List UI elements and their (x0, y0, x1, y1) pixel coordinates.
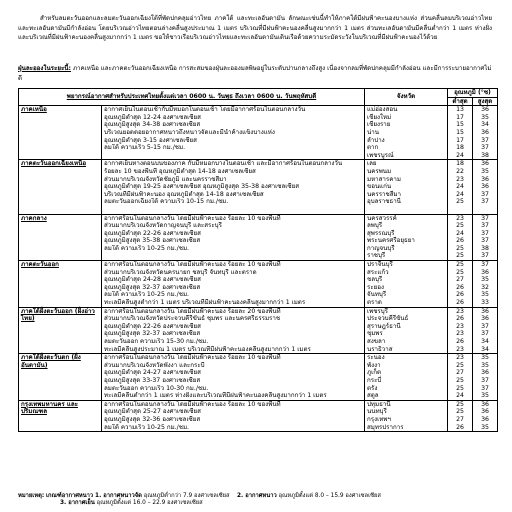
province-name-cell (365, 354, 448, 401)
region-row (19, 400, 498, 431)
temp-max: 37 (481, 322, 489, 330)
detail-line: ทะเลมีคลื่นต่ำกว่า 1 เมตร ห่างฝั่งและบริเวณที่มีฝนฟ้าคะนองคลื่นสูงมากกว่า 1 เมตร (104, 392, 327, 400)
province-name: กรุงเทพฯ (367, 415, 391, 423)
temp-min: 26 (456, 283, 464, 291)
notes-criteria: เกณฑ์อากาศหนาว (46, 493, 94, 499)
detail-line: อุณหภูมิสูงสุด 32-37 องศาเซลเซียส (104, 330, 201, 338)
temp-min: 13 (456, 106, 464, 114)
note-1-text: อุณหภูมิต่ำกว่า 7.9 องศาเซลเซียส (143, 493, 230, 499)
province-name: สงขลา (367, 338, 386, 345)
temp-max: 36 (481, 307, 489, 315)
temp-max-cell (473, 160, 498, 214)
temp-min: 25 (456, 376, 464, 384)
temp-max: 37 (481, 229, 489, 237)
province-name: ประจวบคีรีขันธ์ (367, 315, 409, 323)
forecast-table (18, 88, 498, 432)
detail-line: ลมตะวันออกเฉียงใต้ ความเร็ว 10-15 กม./ชม. (104, 198, 229, 206)
temp-min: 26 (456, 423, 464, 431)
region-details (102, 354, 365, 401)
dust-advice-text: ภาคเหนือ และภาคตะวันออกเฉียงเหนือ การสะสมของฝุ่นละอองมลพิษอยู่ในระดับปานกลางถึงสูง เนื่องจากลมที่พัดปกคลุมมีกำลังอ่อน และมีการระบายอากาศไม่ดี (18, 65, 492, 82)
detail-line: อุณหภูมิสูงสุด 32-36 องศาเซลเซียส (104, 415, 201, 423)
province-name: ตาก (367, 144, 379, 152)
province-name: มหาสารคาม (367, 175, 401, 183)
detail-line: ส่วนมากบริเวณจังหวัดประจวบคีรีขันธ์ ชุมพร และนครศรีธรรมราช (104, 315, 281, 323)
dust-advice (18, 64, 492, 83)
region-row (19, 307, 498, 354)
temp-max: 37 (481, 384, 489, 392)
province-name-cell (365, 106, 448, 160)
province-name: เชียงราย (367, 121, 391, 129)
region-row (19, 106, 498, 160)
detail-line: อุณหภูมิสูงสุด 33-37 องศาเซลเซียส (104, 376, 201, 384)
region-row (19, 160, 498, 214)
province-name-cell (365, 160, 448, 214)
detail-line: อุณหภูมิต่ำสุด 24-28 องศาเซลเซียส (104, 276, 201, 284)
province-name: ปราจีนบุรี (367, 261, 393, 269)
temp-min: 25 (456, 361, 464, 369)
detail-line (104, 152, 362, 160)
temp-max: 36 (481, 408, 489, 416)
province-name: สระแก้ว (367, 268, 389, 276)
temp-min-cell (448, 160, 473, 214)
temp-max: 38 (481, 244, 489, 252)
region-name-cell (19, 261, 102, 308)
detail-line: อากาศร้อนในตอนกลางวัน โดยมีฝนฟ้าคะนอง ร้อยละ 10 ของพื้นที่ (104, 214, 281, 222)
detail-line: อากาศเย็นในตอนเช้ากับมีหมอกในตอนเช้า โดยมีอากาศร้อนในตอนกลางวัน (104, 106, 306, 114)
region-row (19, 214, 498, 261)
temp-min: 17 (456, 136, 464, 144)
temp-max: 37 (481, 330, 489, 338)
region-details (102, 214, 365, 261)
temp-max: 35 (481, 354, 489, 362)
temp-min: 22 (456, 167, 464, 175)
province-name (367, 206, 445, 214)
detail-line: ส่วนมากบริเวณจังหวัดพังงา และกระบี่ (104, 361, 205, 369)
detail-line: อุณหภูมิต่ำสุด 19-25 องศาเซลเซียส อุณหภูมิสูงสุด 35-38 องศาเซลเซียส (104, 183, 299, 191)
province-name-cell (365, 261, 448, 308)
province-name: สุราษฎร์ธานี (367, 322, 401, 330)
detail-line: ส่วนมากบริเวณจังหวัดกาญจนบุรี และสระบุรี (104, 222, 222, 230)
table-header-forecast: พยากรณ์อากาศสำหรับประเทศไทยตั้งแต่เวลา 0600 น. วันพุธ ถึงเวลา 0600 น. วันพฤหัสบดี (19, 89, 365, 106)
note-3-label: 3. อากาศเย็น (60, 500, 95, 507)
temp-max: 32 (481, 283, 489, 291)
temp-min: 23 (456, 322, 464, 330)
province-name: ราชบุรี (367, 252, 386, 260)
temp-min: 25 (456, 400, 464, 408)
province-name: นครราชสีมา (367, 190, 402, 198)
region-name: ภาคกลาง (21, 214, 47, 222)
detail-line: อุณหภูมิต่ำสุด 12-24 องศาเซลเซียส (104, 113, 201, 121)
detail-line: ลมตะวันออก ความเร็ว 15-30 กม./ชม. (104, 338, 209, 345)
region-details (102, 307, 365, 354)
temp-max: 37 (481, 376, 489, 384)
table-header-max: สูงสุด (473, 97, 498, 106)
province-name: ลำปาง (367, 136, 385, 144)
detail-line (104, 206, 362, 214)
province-name-cell (365, 214, 448, 261)
temp-min: 27 (456, 369, 464, 377)
temp-max: 37 (481, 136, 489, 144)
temp-max-cell (473, 261, 498, 308)
region-details (102, 400, 365, 431)
temp-max: 37 (481, 252, 489, 260)
note-1-label: 1. อากาศหนาวจัด (95, 493, 142, 499)
province-name: เชียงใหม่ (367, 113, 392, 121)
temp-min: 24 (456, 190, 464, 198)
temp-max: 37 (481, 214, 489, 222)
detail-line (104, 252, 362, 260)
temp-max: 35 (481, 291, 489, 299)
temp-min-cell (448, 214, 473, 261)
detail-line: ทะเลมีคลื่นสูงต่ำกว่า 1 เมตร บริเวณที่มีฝนฟ้าคะนองคลื่นสูงมากกว่า 1 เมตร (104, 299, 306, 307)
province-name: ชลบุรี (367, 276, 383, 284)
temp-max: 36 (481, 128, 489, 136)
detail-line: อุณหภูมิสูงสุด 34-38 องศาเซลเซียส (104, 121, 201, 129)
temp-max-cell (473, 307, 498, 354)
temp-max: 35 (481, 392, 489, 400)
detail-line: อุณหภูมิสูงสุด 32-37 องศาเซลเซียส (104, 283, 201, 291)
temp-max: 37 (481, 237, 489, 245)
temp-max: 35 (481, 113, 489, 121)
province-name: ตรัง (367, 384, 378, 392)
temp-min: 23 (456, 354, 464, 362)
temp-max: 37 (481, 190, 489, 198)
temp-min: 25 (456, 252, 464, 260)
temp-max: 35 (481, 361, 489, 369)
province-name: พระนครศรีอยุธยา (367, 237, 415, 245)
region-row (19, 261, 498, 308)
temp-max-cell (473, 106, 498, 160)
temp-min: 26 (456, 315, 464, 323)
temp-min: 23 (456, 330, 464, 338)
temp-min: 27 (456, 415, 464, 423)
temp-min: 23 (456, 175, 464, 183)
detail-line: อุณหภูมิต่ำสุด 25-27 องศาเซลเซียส (104, 408, 201, 416)
temp-max: 37 (481, 222, 489, 230)
table-header-province: จังหวัด (365, 89, 448, 106)
note-2-text: อุณหภูมิตั้งแต่ 8.0 – 15.9 องศาเซลเซียส (278, 493, 381, 499)
province-name-cell (365, 400, 448, 431)
province-name: ระนอง (367, 354, 385, 362)
temp-max: 36 (481, 175, 489, 183)
detail-line: อุณหภูมิต่ำสุด 24-27 องศาเซลเซียส (104, 369, 201, 377)
region-row (19, 354, 498, 401)
temp-min-cell (448, 307, 473, 354)
temp-min: 26 (456, 237, 464, 245)
note-2-label: 2. อากาศหนาว (236, 493, 277, 499)
temp-min: 25 (456, 198, 464, 206)
detail-line: อากาศร้อนในตอนกลางวัน โดยมีฝนฟ้าคะนอง ร้อยละ 20 ของพื้นที่ (104, 307, 281, 315)
temp-max: 36 (481, 160, 489, 168)
province-name: สมุทรปราการ (367, 423, 404, 431)
temp-max: 36 (481, 106, 489, 114)
temp-min-cell (448, 261, 473, 308)
detail-line: ลมใต้ ความเร็ว 10-25 กม./ชม. (104, 244, 189, 252)
temp-max: 36 (481, 315, 489, 323)
detail-line: ทะเลมีคลื่นสูงประมาณ 1 เมตร บริเวณที่มีฝนฟ้าคะนองคลื่นสูงมากกว่า 1 เมตร (104, 345, 311, 353)
temp-min: 15 (456, 128, 464, 136)
temp-min: 25 (456, 384, 464, 392)
temp-max-cell (473, 354, 498, 401)
region-name: ภาคตะวันออกเฉียงเหนือ (21, 160, 87, 168)
temp-min: 25 (456, 222, 464, 230)
province-name: เลย (367, 160, 377, 168)
temp-max: 35 (481, 167, 489, 175)
region-name: ภาคตะวันออก (21, 261, 59, 269)
detail-line: อากาศร้อนในตอนกลางวัน โดยมีฝนฟ้าคะนอง ร้อยละ 10 ของพื้นที่ (104, 400, 281, 408)
temp-min: 18 (456, 160, 464, 168)
detail-line: บริเวณที่มีฝนฟ้าคะนอง อุณหภูมิต่ำสุด 14-18 องศาเซลเซียส (104, 190, 264, 198)
detail-line: อุณหภูมิสูงสุด 35-38 องศาเซลเซียส (104, 237, 201, 245)
province-name: พังงา (367, 361, 381, 369)
notes (18, 493, 498, 508)
province-name: อุบลราชธานี (367, 198, 401, 206)
region-details (102, 261, 365, 308)
temp-min: 24 (456, 229, 464, 237)
temp-min-cell (448, 354, 473, 401)
temp-max: 36 (481, 400, 489, 408)
note-3-text: อุณหภูมิตั้งแต่ 16.0 – 22.9 องศาเซลเซียส (96, 500, 203, 507)
region-name-cell (19, 400, 102, 431)
province-name: ปทุมธานี (367, 400, 391, 408)
temp-min: 24 (456, 151, 464, 159)
province-name: นราธิวาส (367, 345, 393, 353)
temp-min: 24 (456, 183, 464, 191)
detail-line: ลมใต้ ความเร็ว 10-25 กม./ชม. (104, 291, 189, 299)
temp-min-cell (448, 400, 473, 431)
temp-max: 37 (481, 198, 489, 206)
detail-line: บริเวณยอดดอยอากาศหนาวถึงหนาวจัดและมีน้ำค้างแข็งบางแห่ง (104, 128, 275, 136)
notes-label: หมายเหตุ: (18, 493, 45, 499)
table-header-temperature: อุณหภูมิ (°ซ) (448, 89, 498, 98)
temp-max: 38 (481, 151, 489, 159)
temp-min: 25 (456, 261, 464, 269)
province-name: กาญจนบุรี (367, 244, 395, 252)
temp-max: 37 (481, 144, 489, 152)
detail-line: ร้อยละ 10 ของพื้นที่ อุณหภูมิต่ำสุด 14-18 องศาเซลเซียส (104, 167, 256, 175)
region-details (102, 160, 365, 214)
province-name: ระยอง (367, 283, 385, 291)
intro-paragraph: สำหรับลมตะวันออกและลมตะวันออกเฉียงใต้ที่พัดปกคลุมอ่าวไทย ภาคใต้ และทะเลอันดามัน ลักษณะเช่นนี้ทำให้ภาคใต้มีฝนฟ้าคะนองบางแห่ง ส่วนคลื่นลมบริเวณอ่าวไทยและทะเลอันดามันมีกำลังอ่อน โดยบริเวณอ่าวไทยตอนล่างคลื่นสูงประมาณ 1 เมตร บริเวณที่มีฝนฟ้าคะนองคลื่นสูงมากกว่า 1 เมตร ส่วนทะเลอันดามันมีคลื่นต่ำกว่า 1 เมตร ห่างฝั่งและบริเวณที่มีฝนฟ้าคะนองคลื่นสูงมากกว่า 1 เมตร ขอให้ชาวเรือบริเวณอ่าวไทยและทะเลอันดามันเดินเรือด้วยความระมัดระวังในบริเวณที่มีฝนฟ้าคะนองไว้ด้วย (18, 15, 492, 42)
temp-min: 23 (456, 345, 464, 353)
detail-line: อุณหภูมิต่ำสุด 22-26 องศาเซลเซียส (104, 229, 201, 237)
temp-max: 36 (481, 268, 489, 276)
province-name: นนทบุรี (367, 408, 387, 416)
province-name: สตูล (367, 392, 379, 400)
temp-max: 33 (481, 299, 489, 307)
temp-min: 25 (456, 244, 464, 252)
detail-line: อากาศร้อนในตอนกลางวัน โดยมีฝนฟ้าคะนอง ร้อยละ 10 ของพื้นที่ (104, 354, 281, 362)
province-name: ชุมพร (367, 330, 383, 338)
temp-max: 36 (481, 369, 489, 377)
temp-max: 34 (481, 345, 489, 353)
province-name: เพชรบุรี (367, 307, 388, 315)
province-name: นครพนม (367, 167, 392, 175)
province-name: นครสวรรค์ (367, 214, 397, 222)
province-name-cell (365, 307, 448, 354)
province-name: แม่ฮ่องสอน (367, 106, 398, 114)
temp-min: 25 (456, 268, 464, 276)
temp-min: 24 (456, 392, 464, 400)
temp-min: 18 (456, 144, 464, 152)
region-name: กรุงเทพมหานคร และปริมณฑล (21, 400, 78, 416)
temp-max: 36 (481, 415, 489, 423)
temp-min: 15 (456, 121, 464, 129)
temp-max-cell (473, 400, 498, 431)
province-name: ลพบุรี (367, 222, 383, 230)
province-name: เพชรบูรณ์ (367, 151, 394, 159)
region-name-cell (19, 160, 102, 214)
detail-line: ลมใต้ ความเร็ว 10-25 กม./ชม. (104, 423, 189, 431)
temp-max: 36 (481, 183, 489, 191)
detail-line: อุณหภูมิต่ำสุด 22-26 องศาเซลเซียส (104, 322, 201, 330)
temp-min-cell (448, 106, 473, 160)
temp-min: 26 (456, 291, 464, 299)
temp-max: 37 (481, 261, 489, 269)
temp-max: 35 (481, 423, 489, 431)
province-name: ตราด (367, 299, 382, 307)
dust-advice-label: ฝุ่นละอองในระยะนี้: (18, 65, 71, 72)
province-name: น่าน (367, 128, 379, 136)
detail-line: อุณหภูมิต่ำสุด 3-15 องศาเซลเซียส (104, 136, 197, 144)
temp-min: 23 (456, 214, 464, 222)
region-name: ภาคใต้ฝั่งตะวันออก (ฝั่งอ่าวไทย) (21, 307, 95, 323)
detail-line: อากาศเย็นทางตอนบนของภาค กับมีหมอกบางในตอนเช้า และมีอากาศร้อนในตอนกลางวัน (104, 160, 343, 168)
temp-min: 17 (456, 113, 464, 121)
detail-line: ส่วนมากบริเวณจังหวัดชัยภูมิ และนครราชสีมา (104, 175, 227, 183)
temp-max: 34 (481, 338, 489, 345)
region-name: ภาคเหนือ (21, 106, 47, 114)
temp-max: 35 (481, 276, 489, 284)
region-details (102, 106, 365, 160)
temp-min: 25 (456, 408, 464, 416)
region-name: ภาคใต้ฝั่งตะวันตก (ฝั่งอันดามัน) (21, 354, 81, 369)
detail-line: ส่วนมากบริเวณจังหวัดนครนายก ชลบุรี จันทบุรี และตราด (104, 268, 257, 276)
region-name-cell (19, 214, 102, 261)
province-name: ภูเก็ต (367, 369, 381, 377)
detail-line: ลมตะวันออก ความเร็ว 10-30 กม./ชม. (104, 384, 209, 392)
temp-min: 27 (456, 276, 464, 284)
temp-min (450, 206, 470, 214)
forecast-table-body (19, 106, 498, 432)
detail-line: ลมใต้ ความเร็ว 5-15 กม./ชม. (104, 144, 186, 152)
table-header-min: ต่ำสุด (448, 97, 473, 106)
province-name: จันทบุรี (367, 291, 387, 299)
detail-line: อากาศร้อนในตอนกลางวัน โดยมีฝนฟ้าคะนอง ร้อยละ 10 ของพื้นที่ (104, 261, 281, 269)
temp-max: 34 (481, 121, 489, 129)
province-name: สุพรรณบุรี (367, 229, 395, 237)
temp-max (475, 206, 495, 214)
province-name: กระบี่ (367, 376, 382, 384)
temp-max-cell (473, 214, 498, 261)
region-name-cell (19, 106, 102, 160)
temp-min: 23 (456, 307, 464, 315)
province-name: ขอนแก่น (367, 183, 392, 191)
region-name-cell (19, 307, 102, 354)
region-name-cell (19, 354, 102, 401)
temp-min: 26 (456, 299, 464, 307)
temp-min: 26 (456, 338, 464, 345)
